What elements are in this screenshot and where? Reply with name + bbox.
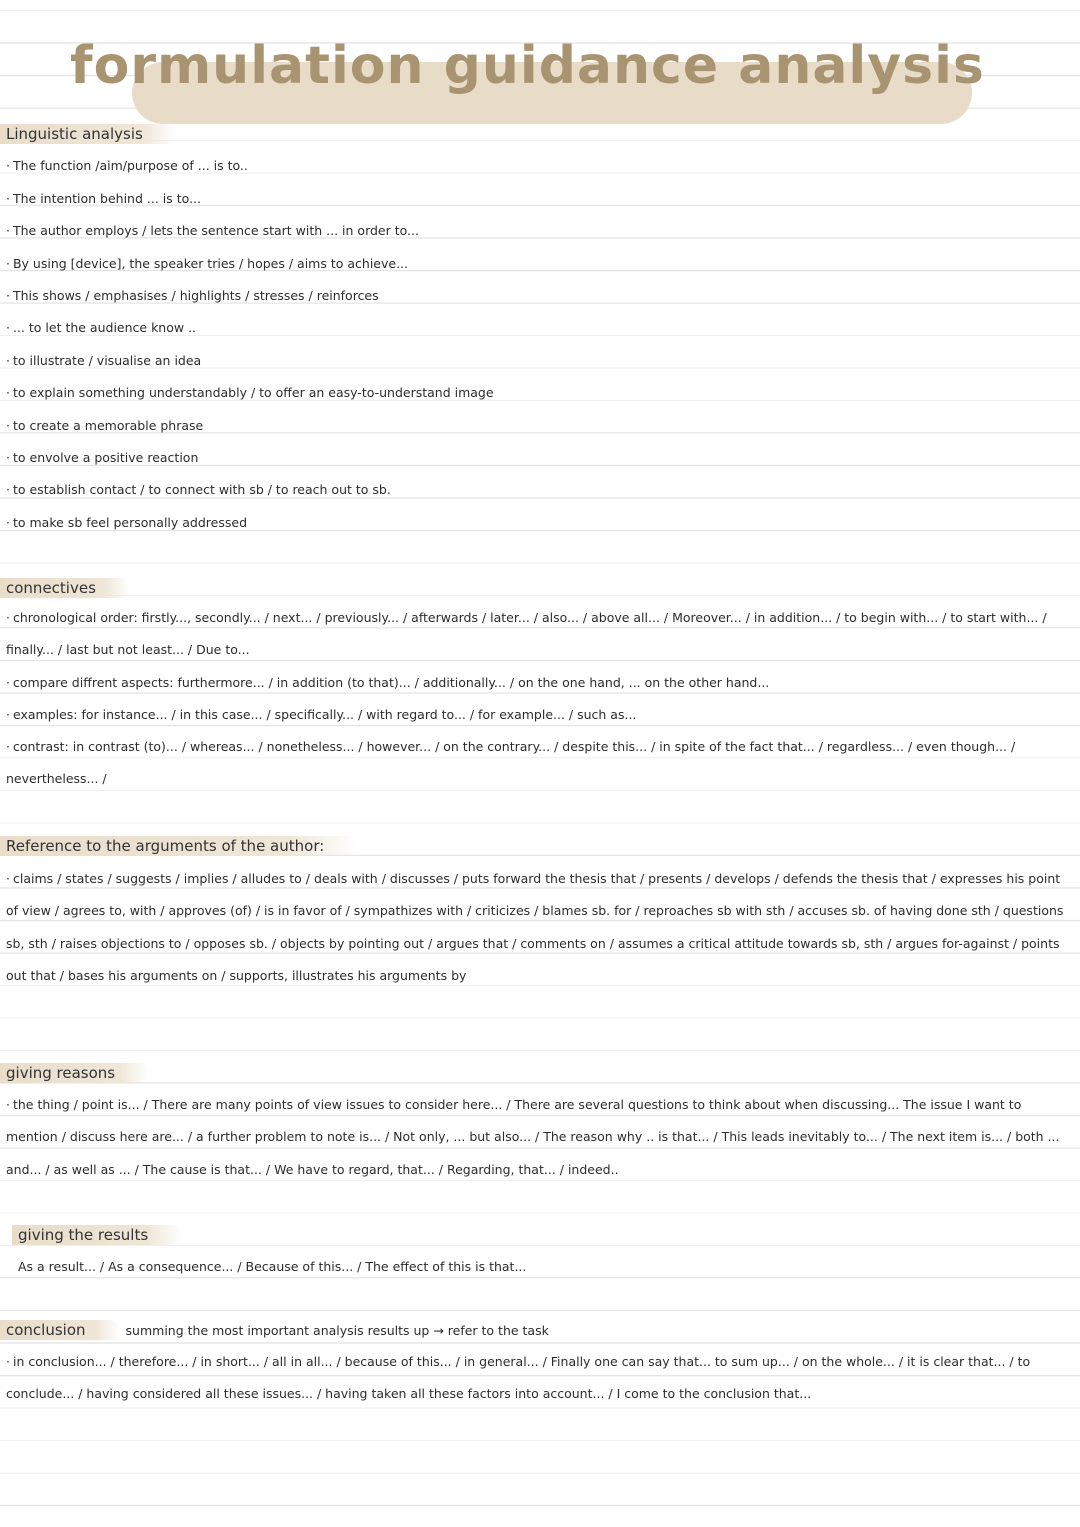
list-item: · This shows / emphasises / highlights / stresses / reinforces	[6, 288, 379, 304]
paragraph: · the thing / point is... / There are many points of view issues to consider here... / There are several questions to think about when discussing... The issue I want to mention / discuss here are... / a further problem to note is... / Not only, ... but also... / The reason why .. is that... / This leads inevitably to... / The next item is... / both ... and... / as well as ... / The cause is that... / We have to regard, that... / Regarding, that... / indeed..	[6, 1089, 1074, 1186]
page-title-text: formulation guidance analysis	[70, 36, 985, 96]
list-item: · The intention behind ... is to...	[6, 191, 201, 207]
list-item: · By using [device], the speaker tries / hopes / aims to achieve...	[6, 256, 408, 272]
paragraph: · contrast: in contrast (to)... / whereas... / nonetheless... / however... / on the contrary... / despite this... / in spite of the fact that... / regardless... / even though... / nevertheless... /	[6, 731, 1074, 796]
paragraph: · claims / states / suggests / implies / alludes to / deals with / discusses / puts forward the thesis that / presents / develops / defends the thesis that / expresses his point of view / agrees to, with / approves (of) / is in favor of / sympathizes with / criticizes / blames sb. for / reproaches sb with sth / accuses sb. of having done sth / questions sb, sth / raises objections to / opposes sb. / objects by pointing out / argues that / comments on / assumes a critical attitude towards sb, sth / argues for-against / points out that / bases his arguments on / supports, illustrates his arguments by	[6, 863, 1074, 993]
paragraph: · chronological order: firstly..., secondly... / next... / previously... / afterwards / later... / also... / above all... / Moreover... / in addition... / to begin with... / to start with... / finally... / last but not least... / Due to...	[6, 602, 1074, 667]
list-item: · to create a memorable phrase	[6, 418, 203, 434]
section-connectives	[0, 578, 1080, 798]
list-item: · to make sb feel personally addressed	[6, 515, 247, 531]
section-heading: Linguistic analysis	[0, 124, 177, 144]
list-item: · The author employs / lets the sentence start with ... in order to...	[6, 223, 419, 239]
list-item: · to explain something understandably / to offer an easy-to-understand image	[6, 385, 494, 401]
section-reference-arguments	[0, 836, 1080, 1026]
list-item: · The function /aim/purpose of ... is to..	[6, 158, 248, 174]
paragraph: · examples: for instance... / in this case... / specifically... / with regard to... / for example... / such as...	[6, 699, 1074, 731]
list-item: · to illustrate / visualise an idea	[6, 353, 201, 369]
section-linguistic-analysis	[0, 124, 1080, 534]
paragraph: · in conclusion... / therefore... / in short... / all in all... / because of this... / in general... / Finally one can say that... to sum up... / on the whole... / it is clear that... / to conclude... / having considered all these issues... / having taken all these factors into account... / I come to the conclusion that...	[6, 1346, 1074, 1411]
page-title	[70, 28, 985, 128]
list-item: · to establish contact / to connect with sb / to reach out to sb.	[6, 482, 391, 498]
section-giving-results	[0, 1225, 1080, 1285]
paragraph: As a result... / As a consequence... / Because of this... / The effect of this is that...	[18, 1259, 527, 1274]
heading-note: summing the most important analysis results up → refer to the task	[125, 1323, 549, 1338]
list-item: · to envolve a positive reaction	[6, 450, 198, 466]
section-heading: conclusion	[0, 1320, 120, 1340]
list-item: · ... to let the audience know ..	[6, 320, 196, 336]
section-heading: giving reasons	[0, 1063, 149, 1083]
section-conclusion	[0, 1320, 1080, 1450]
section-heading: connectives	[0, 578, 130, 598]
section-heading: giving the results	[12, 1225, 182, 1245]
paragraph: · compare diffrent aspects: furthermore... / in addition (to that)... / additionally... / on the one hand, ... on the other hand...	[6, 667, 1074, 699]
section-giving-reasons	[0, 1063, 1080, 1183]
section-heading: Reference to the arguments of the author:	[0, 836, 358, 856]
